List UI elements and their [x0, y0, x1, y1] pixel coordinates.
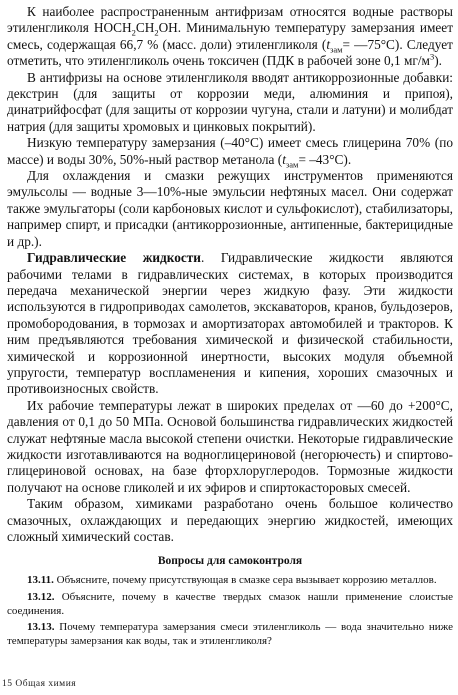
subscript: зам — [330, 44, 343, 55]
variable: t — [326, 36, 331, 52]
question-text: Объясните, почему присутствующая в смазке сера вызывает коррозию металлов. — [56, 574, 437, 587]
superscript: 3 — [429, 51, 435, 62]
paragraph-anticorrosion-additives: В антифризы на основе этиленгликоля вводят антикоррозионные добавки: декстрин (для защиты от коррозии меди, алюминия и припоя), динатрийфосфат (для защиты от коррозии чугуна, стали и латуни) и молибдат натрия (для защиты хромовых и цинковых покрытий). — [7, 69, 453, 134]
question-item — [7, 574, 453, 588]
subscript: 2 — [131, 28, 136, 39]
question-text: Объясните, почему в качестве твердых смазок нашли применение слоистые соединения. — [7, 591, 454, 617]
text-run: ). — [434, 53, 442, 69]
question-text: Почему температура замерзания смеси этиленгликоль — вода значительно ниже температуры замерзания как воды, так и этиленгликоля? — [7, 621, 453, 647]
text-run: OH. Минимальную температуру замерзания имеет смесь, содержащая 66,7 % (масс. доли) этиленгликоля ( — [7, 20, 454, 52]
page-footer: 15 Общая химия — [2, 679, 77, 689]
question-number: 13.11. — [27, 574, 54, 587]
paragraph-emulsols: Для охлаждения и смазки режущих инструментов применяются эмульсолы — водные 3—10%-ные эмульсии нефтяных масел. Они содержат также эмульгаторы (соли карбоновых кислот и сульфокислот), стабилизаторы, например спирт, и присадки (антикоррозионные, антипенные, бактерицидные и др.). — [7, 168, 453, 249]
paragraph-glycerin-mixture — [7, 135, 453, 168]
section-title: Вопросы для самоконтроля — [157, 555, 303, 568]
text-run: Низкую температуру замерзания (–40°C) имеет смесь глицерина 70% (по массе) и воды 30%, 50%-ный раствор метанола ( — [7, 135, 453, 167]
text-run: К наиболее распространенным антифризам относятся водные растворы этиленгликоля HOCH — [7, 4, 453, 36]
question-number: 13.13. — [27, 621, 55, 634]
text-run: . Гидравлические жидкости являются рабочими телами в гидравлических системах, в которых производится передача механической энергии через жидкую фазу. Эти жидкости используются в гидроприводах самолетов, экскаваторов, кранов, бульдозеров, промобородования, в тормозах и амортизаторах автомобилей и тракторов. К ним предъявляются требования химической и физической стабильности, химической и коррозионной инертности, высоких модуля объемной упругости, температур воспламенения и кипения, хороших смазочных и противоизносных свойств. — [7, 250, 453, 397]
text-run: CH — [135, 20, 155, 36]
question-item — [7, 591, 453, 618]
text-run: = —75°C). Следует отметить, что этиленгликоль очень токсичен (ПДК в рабочей зоне 0,1 мг/м — [7, 36, 453, 69]
subscript: зам — [285, 159, 299, 170]
paragraph-working-temperatures: Их рабочие температуры лежат в широких пределах от —60 до +200°C, давления от 0,1 до 50 МПа. Основой большинства гидравлических жидкостей служат нефтяные масла высокой степени очистки. Некоторые гидравлические жидкости изготавливаются на водноглицериновой (негорючесть) и спиртово-глицериновой основах, на базе фторхлоруглеродов. Тормозные жидкости получают на основе гликолей и их эфиров и спиртокасторовых смесей. — [7, 397, 453, 495]
variable: t — [282, 151, 286, 167]
subscript: 2 — [154, 28, 159, 39]
question-item — [7, 621, 453, 648]
text-run: = –43°C). — [298, 151, 352, 167]
paragraph-hydraulic-fluids — [7, 250, 453, 398]
paragraph-antifreeze-ethylene-glycol — [7, 4, 453, 70]
page-body — [7, 4, 453, 651]
term-heading: Гидравлические жидкости — [27, 250, 201, 266]
question-number: 13.12. — [27, 591, 55, 603]
paragraph-conclusion: Таким образом, химиками разработано очень большое количество смазочных, охлаждающих и передающих энергию жидкостей, имеющих сложный химический состав. — [7, 496, 453, 544]
